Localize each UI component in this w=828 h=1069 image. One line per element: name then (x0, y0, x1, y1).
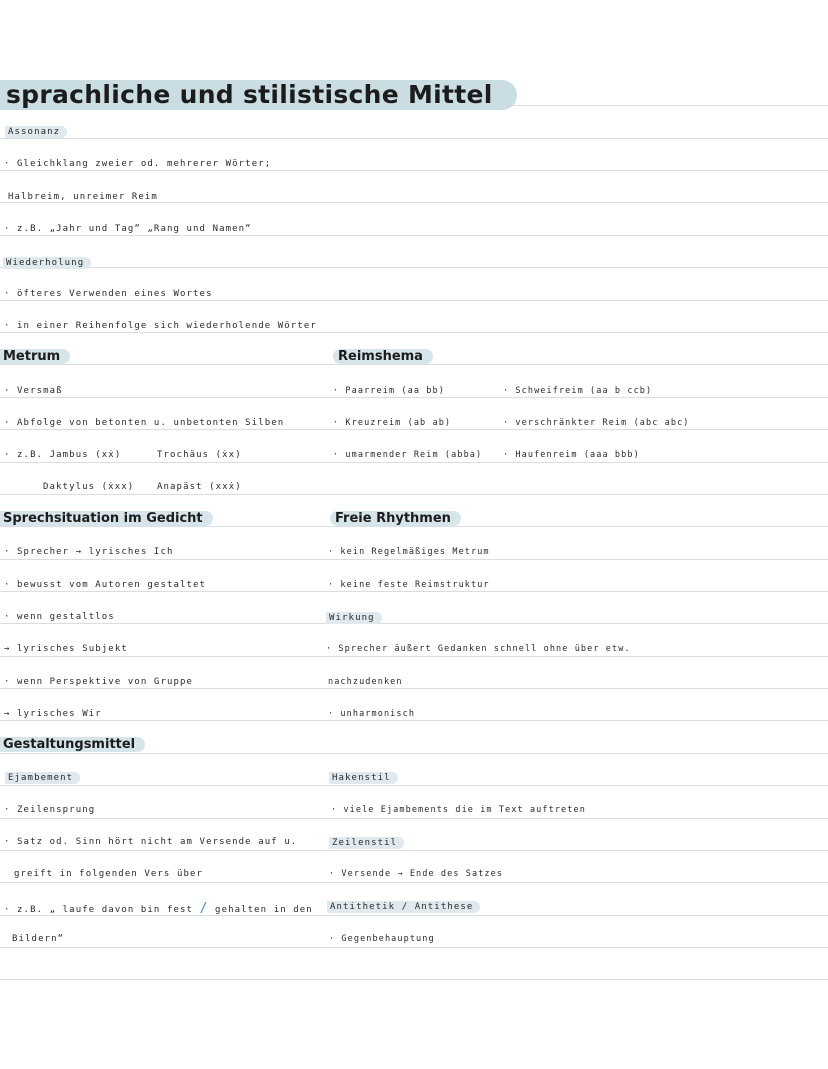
note-line: · Haufenreim (aaa bbb) (503, 450, 640, 460)
example-line (4, 901, 313, 916)
note-line: Halbreim, unreimer Reim (8, 192, 158, 202)
note-line: · umarmender Reim (abba) (333, 450, 483, 460)
note-line: · Kreuzreim (ab ab) (333, 418, 452, 428)
note-line: nachzudenken (328, 677, 403, 687)
heading-reimschema: Reimshema (333, 349, 433, 364)
note-line: · z.B. Jambus (xẋ) (4, 450, 122, 460)
note-line: · wenn gestaltlos (4, 612, 115, 622)
note-line: · wenn Perspektive von Gruppe (4, 677, 194, 687)
note-line: · z.B. „Jahr und Tag“ „Rang und Namen“ (4, 224, 252, 234)
note-line: · Versmaß (4, 386, 63, 396)
note-line: · verschränkter Reim (abc abc) (503, 418, 690, 428)
heading-antithetik: Antithetik / Antithese (327, 901, 480, 913)
heading-wiederholung: Wiederholung (3, 257, 91, 269)
note-line: · Sprecher äußert Gedanken schnell ohne über etw. (326, 644, 631, 654)
note-text: gehalten in den (215, 905, 313, 915)
note-text: · z.B. „ laufe davon bin fest (4, 905, 194, 915)
heading-enjambement: Ejambement (5, 772, 80, 784)
note-line: · kein Regelmäßiges Metrum (328, 547, 490, 557)
heading-wirkung: Wirkung (326, 612, 382, 624)
heading-gestaltungsmittel: Gestaltungsmittel (0, 737, 145, 752)
note-line: · unharmonisch (328, 709, 416, 719)
note-line: · Abfolge von betonten u. unbetonten Silben (4, 418, 285, 428)
page-title: sprachliche und stilistische Mittel (0, 80, 517, 110)
heading-freie-rhythmen: Freie Rhythmen (330, 511, 461, 526)
note-line: · Sprecher → lyrisches Ich (4, 547, 174, 557)
slash-mark: / (199, 901, 209, 916)
heading-metrum: Metrum (0, 349, 70, 364)
note-line: → lyrisches Wir (4, 709, 102, 719)
note-line: · öfteres Verwenden eines Wortes (4, 289, 213, 299)
note-line: · Gleichklang zweier od. mehrerer Wörter; (4, 159, 272, 169)
note-line: · in einer Reihenfolge sich wiederholende Wörter (4, 321, 317, 331)
note-line: · Schweifreim (aa b ccb) (503, 386, 653, 396)
note-line: · Satz od. Sinn hört nicht am Versende auf u. (4, 837, 298, 847)
note-line: · viele Ejambements die im Text auftreten (331, 805, 586, 815)
note-line: · keine feste Reimstruktur (328, 580, 490, 590)
note-line: · Paarreim (aa bb) (333, 386, 445, 396)
note-line: Trochäus (ẋx) (157, 450, 242, 460)
note-line: greift in folgenden Vers über (14, 869, 204, 879)
heading-sprechsituation: Sprechsituation im Gedicht (0, 511, 213, 526)
note-line: Daktylus (ẋxx) (43, 482, 135, 492)
note-line: → lyrisches Subjekt (4, 644, 128, 654)
heading-zeilenstil: Zeilenstil (329, 837, 404, 849)
heading-hakenstil: Hakenstil (329, 772, 398, 784)
note-line: · Gegenbehauptung (329, 934, 435, 944)
note-line: · Versende → Ende des Satzes (329, 869, 504, 879)
note-line: · bewusst vom Autoren gestaltet (4, 580, 207, 590)
note-line: · Zeilensprung (4, 805, 96, 815)
note-line: Bildern“ (12, 934, 65, 944)
heading-assonanz: Assonanz (5, 126, 67, 138)
note-line: Anapäst (xxẋ) (157, 482, 242, 492)
